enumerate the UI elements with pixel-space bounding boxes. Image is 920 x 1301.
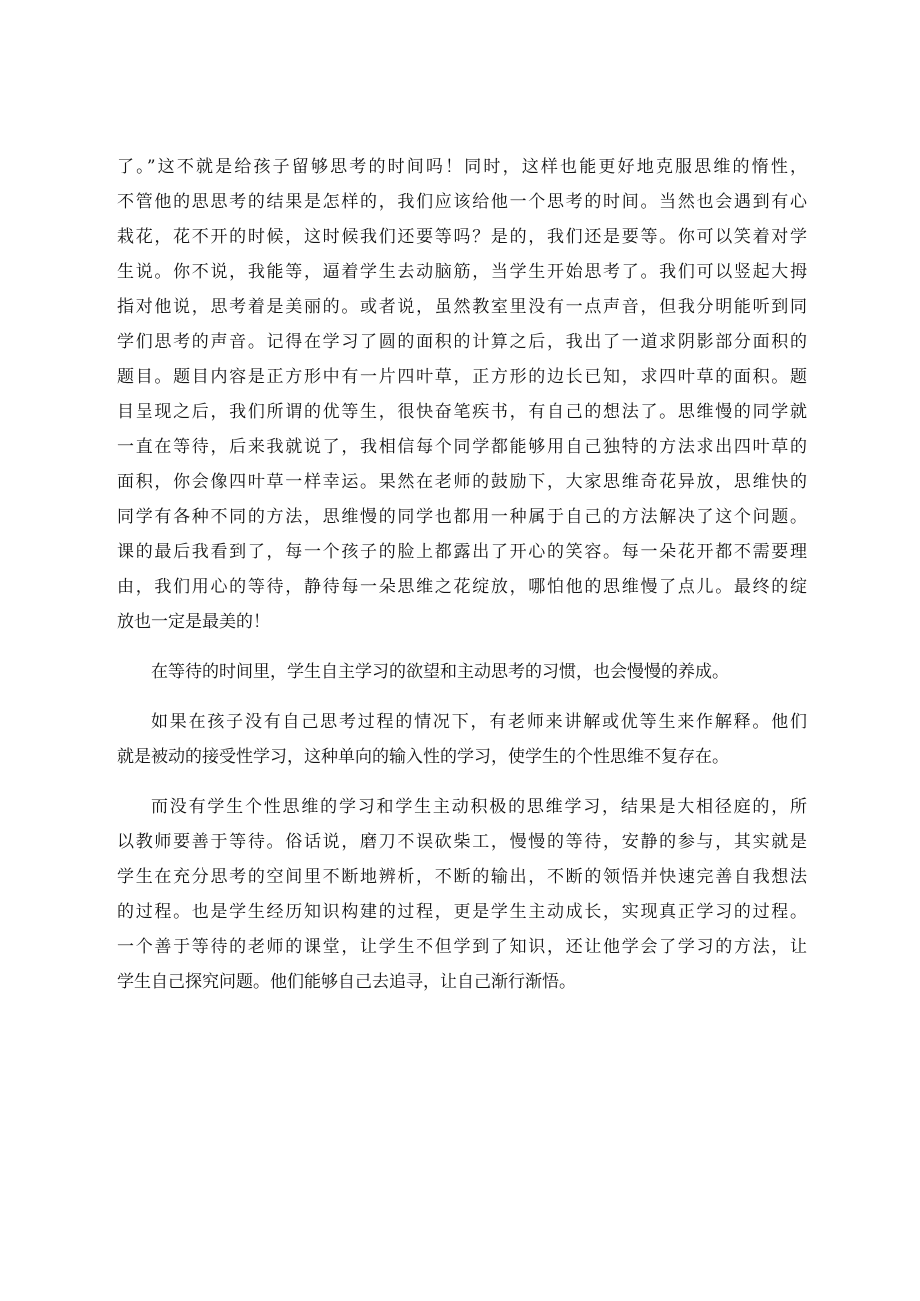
text-line: 学们思考的声音。记得在学习了圆的面积的计算之后，我出了一道求阴影部分面积的 [117, 332, 807, 352]
text-line: 不管他的思思考的结果是怎样的，我们应该给他一个思考的时间。当然也会遇到有心 [117, 192, 807, 212]
paragraph-1 [117, 150, 807, 640]
text-line: 了。”这不就是给孩子留够思考的时间吗！同时，这样也能更好地克服思维的惰性， [117, 157, 807, 177]
text-line: 的过程。也是学生经历知识构建的过程，更是学生主动成长，实现真正学习的过程。 [117, 902, 807, 922]
text-line: 在等待的时间里，学生自主学习的欲望和主动思考的习惯，也会慢慢的养成。 [151, 662, 729, 682]
text-line: 如果在孩子没有自己思考过程的情况下，有老师来讲解或优等生来作解释。他们 [151, 712, 807, 732]
text-line: 一直在等待，后来我就说了，我相信每个同学都能够用自己独特的方法求出四叶草的 [117, 437, 807, 457]
text-line: 学生在充分思考的空间里不断地辨析，不断的输出，不断的领悟并快速完善自我想法 [117, 867, 807, 887]
text-line: 学生自己探究问题。他们能够自己去追寻，让自己渐行渐悟。 [117, 972, 576, 992]
document-body [117, 150, 807, 1000]
text-line: 而没有学生个性思维的学习和学生主动积极的思维学习，结果是大相径庭的，所 [151, 797, 807, 817]
text-line: 由，我们用心的等待，静待每一朵思维之花绽放，哪怕他的思维慢了点儿。最终的绽 [117, 577, 807, 597]
text-line: 一个善于等待的老师的课堂，让学生不但学到了知识，还让他学会了学习的方法，让 [117, 937, 807, 957]
text-line: 栽花，花不开的时候，这时候我们还要等吗？是的，我们还是要等。你可以笑着对学 [117, 227, 807, 247]
text-line: 目呈现之后，我们所谓的优等生，很快奋笔疾书，有自己的想法了。思维慢的同学就 [117, 402, 807, 422]
text-line: 以教师要善于等待。俗话说，磨刀不误砍柴工，慢慢的等待，安静的参与，其实就是 [117, 832, 807, 852]
paragraph-3 [117, 705, 807, 775]
text-line: 生说。你不说，我能等，逼着学生去动脑筋，当学生开始思考了。我们可以竖起大拇 [117, 262, 807, 282]
text-line: 题目。题目内容是正方形中有一片四叶草，正方形的边长已知，求四叶草的面积。题 [117, 367, 807, 387]
text-line: 面积，你会像四叶草一样幸运。果然在老师的鼓励下，大家思维奇花异放，思维快的 [117, 472, 807, 492]
text-line: 放也一定是最美的！ [117, 612, 270, 632]
paragraph-4 [117, 790, 807, 1000]
paragraph-2 [117, 655, 807, 690]
text-line: 同学有各种不同的方法，思维慢的同学也都用一种属于自己的方法解决了这个问题。 [117, 507, 807, 527]
text-line: 指对他说，思考着是美丽的。或者说，虽然教室里没有一点声音，但我分明能听到同 [117, 297, 807, 317]
text-line: 课的最后我看到了，每一个孩子的脸上都露出了开心的笑容。每一朵花开都不需要理 [117, 542, 807, 562]
text-line: 就是被动的接受性学习，这种单向的输入性的学习，使学生的个性思维不复存在。 [117, 747, 729, 767]
